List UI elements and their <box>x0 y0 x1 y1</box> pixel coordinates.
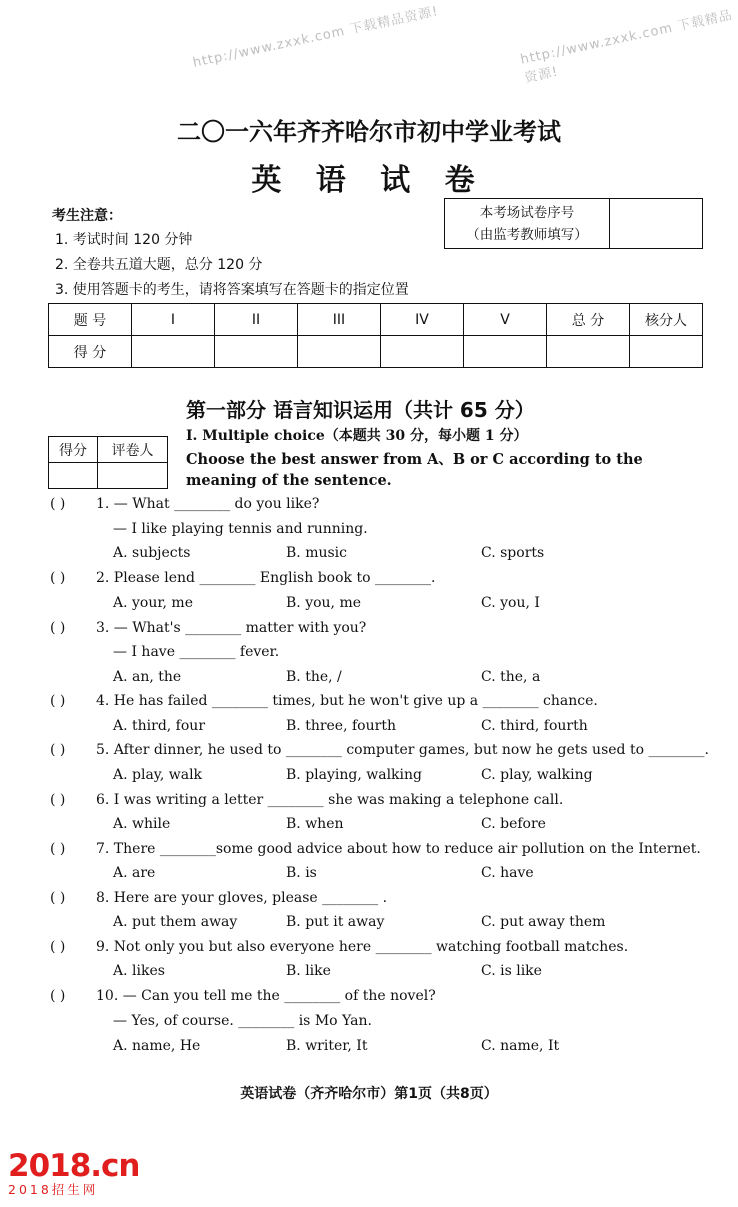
section-instruction: Choose the best answer from A、B or C according to the meaning of the sentence. <box>186 451 643 489</box>
question-text-cont: — I like playing tennis and running. <box>113 521 368 537</box>
question-text: 10. — Can you tell me the ________ of the novel? <box>96 988 436 1004</box>
score-header: 总 分 <box>547 304 630 336</box>
score-header: II <box>215 304 298 336</box>
grader-box <box>48 436 168 489</box>
serial-label-line: （由监考教师填写） <box>466 226 588 243</box>
question-text-cont: — I have ________ fever. <box>113 644 280 660</box>
grader-cell <box>98 463 168 489</box>
score-cell <box>464 336 547 368</box>
question-text: 4. He has failed ________ times, but he won't give up a ________ chance. <box>96 693 598 709</box>
notice-item: 3. 使用答题卡的考生，请将答案填写在答题卡的指定位置 <box>55 282 409 298</box>
score-header: I <box>132 304 215 336</box>
option-c: C. name, It <box>481 1038 560 1054</box>
option-b: B. playing, walking <box>286 767 422 783</box>
option-b: B. you, me <box>286 595 362 611</box>
score-cell <box>215 336 298 368</box>
score-header: 题 号 <box>49 304 132 336</box>
grader-cell <box>49 463 98 489</box>
option-c: C. the, a <box>481 669 541 685</box>
site-logo <box>8 1148 140 1198</box>
score-table <box>48 303 703 368</box>
question-text: 7. There ________some good advice about how to reduce air pollution on the Internet. <box>96 841 701 857</box>
option-b: B. three, fourth <box>286 718 396 734</box>
serial-number-box <box>444 198 703 249</box>
score-cell <box>132 336 215 368</box>
option-c: C. is like <box>481 963 542 979</box>
section-title: I. Multiple choice（本题共 30 分，每小题 1 分） <box>186 428 528 444</box>
option-b: B. music <box>286 545 347 561</box>
score-cell <box>298 336 381 368</box>
score-row-label: 得 分 <box>49 336 132 368</box>
option-b: B. put it away <box>286 914 385 930</box>
question-text-cont: — Yes, of course. ________ is Mo Yan. <box>113 1013 372 1029</box>
answer-paren: ( ) <box>50 570 66 586</box>
answer-paren: ( ) <box>50 693 66 709</box>
question-text: 1. — What ________ do you like? <box>96 496 320 512</box>
grader-label: 评卷人 <box>98 437 168 463</box>
serial-label <box>445 199 610 249</box>
option-c: C. you, I <box>481 595 540 611</box>
option-c: C. sports <box>481 545 545 561</box>
option-a: A. likes <box>113 963 165 979</box>
watermark: http://www.zxxk.com 下载精品资源! <box>519 7 735 87</box>
score-cell <box>630 336 703 368</box>
notice-item: 2. 全卷共五道大题，总分 120 分 <box>55 257 263 273</box>
option-c: C. play, walking <box>481 767 593 783</box>
answer-paren: ( ) <box>50 620 66 636</box>
answer-paren: ( ) <box>50 742 66 758</box>
answer-paren: ( ) <box>50 939 66 955</box>
option-b: B. writer, It <box>286 1038 368 1054</box>
notice-item: 1. 考试时间 120 分钟 <box>55 232 193 248</box>
option-a: A. put them away <box>113 914 238 930</box>
question-text: 3. — What's ________ matter with you? <box>96 620 367 636</box>
score-header: III <box>298 304 381 336</box>
question-text: 2. Please lend ________ English book to ________. <box>96 570 436 586</box>
question-text: 9. Not only you but also everyone here ________ watching football matches. <box>96 939 629 955</box>
option-c: C. before <box>481 816 546 832</box>
option-a: A. while <box>113 816 171 832</box>
option-a: A. your, me <box>113 595 193 611</box>
notice-heading: 考生注意： <box>52 208 122 224</box>
notice <box>52 205 122 225</box>
score-cell <box>381 336 464 368</box>
grader-score-label: 得分 <box>49 437 98 463</box>
option-a: A. subjects <box>113 545 191 561</box>
option-a: A. are <box>113 865 156 881</box>
logo-sub-text: 2018招生网 <box>8 1182 99 1197</box>
score-table-row <box>49 336 703 368</box>
answer-paren: ( ) <box>50 890 66 906</box>
question-text: 8. Here are your gloves, please ________ . <box>96 890 388 906</box>
score-header: IV <box>381 304 464 336</box>
watermark: http://www.zxxk.com 下载精品资源! <box>191 4 440 71</box>
question-text: 5. After dinner, he used to ________ computer games, but now he gets used to ________. <box>96 742 709 758</box>
option-a: A. name, He <box>113 1038 201 1054</box>
question-text: 6. I was writing a letter ________ she was making a telephone call. <box>96 792 564 808</box>
option-a: A. an, the <box>113 669 182 685</box>
answer-paren: ( ) <box>50 988 66 1004</box>
option-a: A. play, walk <box>113 767 203 783</box>
exam-subtitle: 英 语 试 卷 <box>251 163 487 198</box>
option-b: B. is <box>286 865 317 881</box>
answer-paren: ( ) <box>50 841 66 857</box>
answer-paren: ( ) <box>50 792 66 808</box>
score-header: V <box>464 304 547 336</box>
option-b: B. the, / <box>286 669 342 685</box>
option-c: C. have <box>481 865 534 881</box>
option-b: B. when <box>286 816 344 832</box>
score-cell <box>547 336 630 368</box>
option-b: B. like <box>286 963 331 979</box>
serial-label-line: 本考场试卷序号 <box>479 204 575 221</box>
score-header: 核分人 <box>630 304 703 336</box>
exam-title: 二〇一六年齐齐哈尔市初中学业考试 <box>177 118 561 146</box>
part-title: 第一部分 语言知识运用（共计 65 分） <box>186 398 535 422</box>
score-table-header-row <box>49 304 703 336</box>
logo-main-text: 2018.cn <box>8 1148 140 1184</box>
page-footer: 英语试卷（齐齐哈尔市）第1页（共8页） <box>240 1086 498 1102</box>
answer-paren: ( ) <box>50 496 66 512</box>
option-a: A. third, four <box>113 718 206 734</box>
option-c: C. put away them <box>481 914 606 930</box>
serial-input-cell <box>610 199 703 249</box>
option-c: C. third, fourth <box>481 718 588 734</box>
